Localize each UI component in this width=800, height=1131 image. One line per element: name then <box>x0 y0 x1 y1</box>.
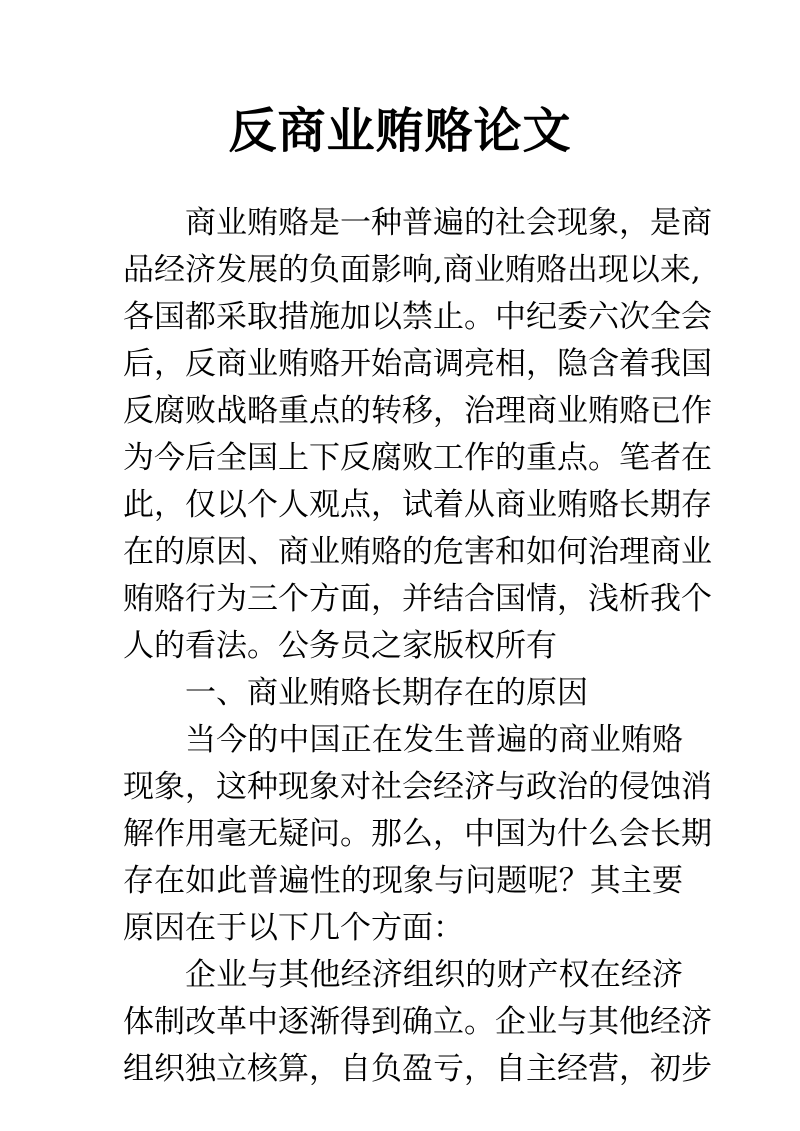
paragraph-line: 反腐败战略重点的转移，治理商业贿赂已作 <box>123 393 712 429</box>
paragraph-line: 原因在于以下几个方面： <box>123 910 464 946</box>
paragraph-line: 解作用毫无疑问。那么，中国为什么会长期 <box>123 816 712 852</box>
paragraph-line: 体制改革中逐渐得到确立。企业与其他经济 <box>123 1004 712 1040</box>
paragraph-line: 现象，这种现象对社会经济与政治的侵蚀消 <box>123 769 712 805</box>
section-heading: 一、商业贿赂长期存在的原因 <box>185 675 588 711</box>
paragraph-line: 商业贿赂是一种普遍的社会现象，是商 <box>185 205 712 241</box>
paragraph-line: 为今后全国上下反腐败工作的重点。笔者在 <box>123 440 712 476</box>
paragraph-line: 存在如此普遍性的现象与问题呢？其主要 <box>123 863 683 899</box>
paragraph-line: 人的看法。公务员之家版权所有 <box>123 628 557 664</box>
paragraph-line: 品经济发展的负面影响,商业贿赂出现以来, <box>123 252 701 288</box>
paragraph-line: 企业与其他经济组织的财产权在经济 <box>185 957 683 993</box>
paragraph-line: 在的原因、商业贿赂的危害和如何治理商业 <box>123 534 712 570</box>
paragraph-line: 后，反商业贿赂开始高调亮相，隐含着我国 <box>123 346 712 382</box>
document-body <box>123 200 712 1093</box>
paragraph-line: 当今的中国正在发生普遍的商业贿赂 <box>185 722 683 758</box>
document-title: 反商业贿赂论文 <box>228 103 572 159</box>
paragraph-line: 各国都采取措施加以禁止。中纪委六次全会 <box>123 299 712 335</box>
paragraph-line: 此，仅以个人观点，试着从商业贿赂长期存 <box>123 487 712 523</box>
paragraph-line: 贿赂行为三个方面，并结合国情，浅析我个 <box>123 581 712 617</box>
paragraph-line: 组织独立核算，自负盈亏，自主经营，初步 <box>123 1051 712 1087</box>
